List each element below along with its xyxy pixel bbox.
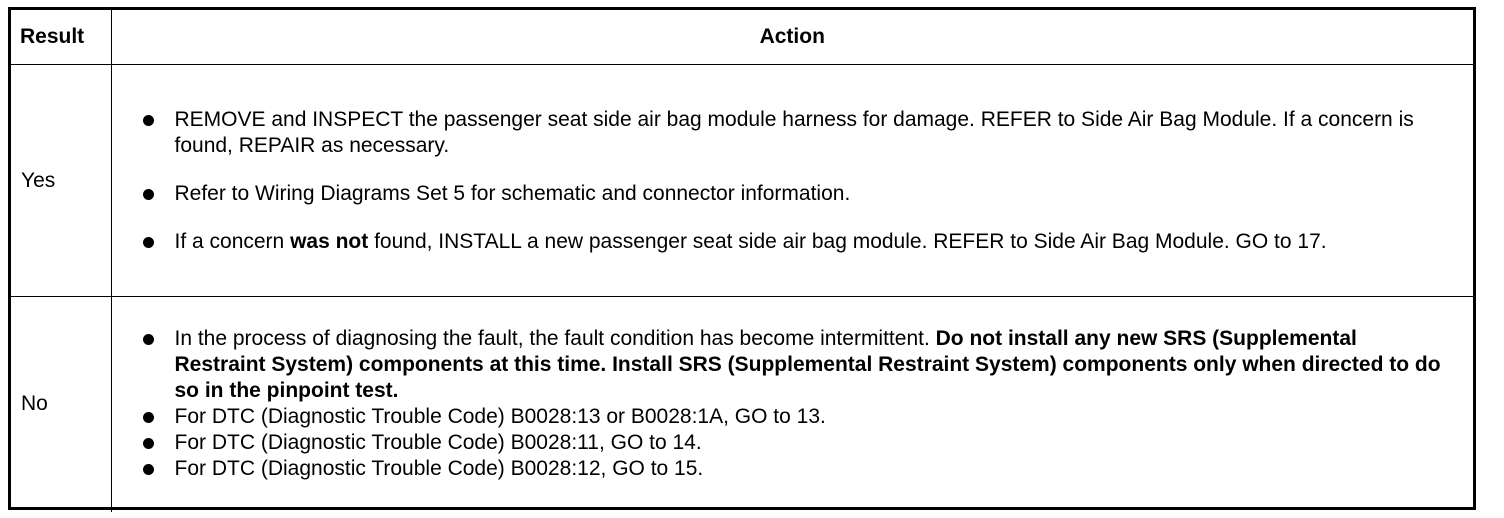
header-row bbox=[11, 10, 1473, 65]
bullet-icon bbox=[143, 438, 154, 449]
action-text: For DTC (Diagnostic Trouble Code) B0028:11, GO to 14. bbox=[174, 431, 702, 455]
action-list-item bbox=[142, 229, 1454, 255]
action-list-item bbox=[142, 404, 1454, 430]
action-list-yes bbox=[112, 107, 1474, 255]
emphasis-text: Do not install any new SRS (Supplemental Restraint System) components at this time. Install SRS (Supplemental Restraint System) components only when directed to do so in the pinpoint test. bbox=[174, 327, 1441, 403]
action-list-item bbox=[142, 107, 1454, 159]
action-list-no bbox=[112, 326, 1474, 482]
result-cell-no: No bbox=[11, 297, 111, 512]
bullet-icon bbox=[143, 237, 154, 248]
action-list-item bbox=[142, 326, 1454, 404]
result-column-header: Result bbox=[11, 10, 111, 65]
bullet-icon bbox=[143, 464, 154, 475]
table-row-yes bbox=[11, 65, 1473, 297]
action-text: If a concern bbox=[174, 229, 291, 253]
action-text: REMOVE and INSPECT the passenger seat side air bag module harness for damage. REFER to Side Air Bag Module. If a concern is found, REPAIR as necessary. bbox=[174, 107, 1414, 157]
result-cell-yes: Yes bbox=[11, 65, 111, 297]
result-action-table-frame bbox=[8, 7, 1476, 510]
bullet-icon bbox=[143, 189, 154, 200]
emphasis-text: was not bbox=[290, 229, 369, 253]
action-list-item bbox=[142, 430, 1454, 456]
action-text: For DTC (Diagnostic Trouble Code) B0028:13 or B0028:1A, GO to 13. bbox=[174, 405, 826, 429]
bullet-icon bbox=[143, 115, 154, 126]
action-text: found, INSTALL a new passenger seat side air bag module. REFER to Side Air Bag Module. GO to 17. bbox=[368, 229, 1327, 253]
bullet-icon bbox=[143, 334, 154, 345]
action-list-item bbox=[142, 456, 1454, 482]
bullet-icon bbox=[143, 412, 154, 423]
action-cell-no bbox=[111, 297, 1473, 512]
action-cell-yes bbox=[111, 65, 1473, 297]
action-column-header: Action bbox=[111, 10, 1473, 65]
action-text: In the process of diagnosing the fault, the fault condition has become intermittent. bbox=[174, 327, 936, 351]
table-row-no bbox=[11, 297, 1473, 512]
action-text: Refer to Wiring Diagrams Set 5 for schematic and connector information. bbox=[174, 181, 851, 205]
result-action-table bbox=[11, 10, 1473, 512]
action-text: For DTC (Diagnostic Trouble Code) B0028:12, GO to 15. bbox=[174, 457, 704, 481]
action-list-item bbox=[142, 181, 1454, 207]
